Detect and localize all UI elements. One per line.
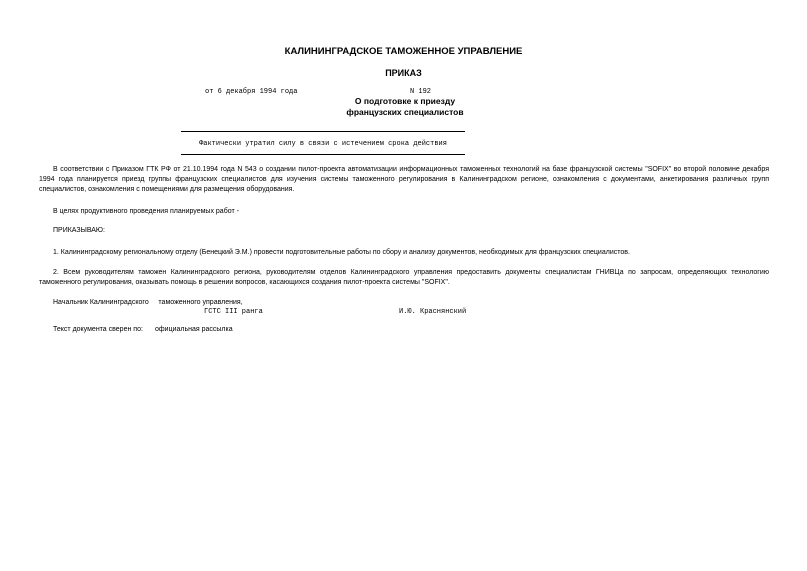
document-subject-line-2: французских специалистов [346, 107, 464, 117]
document-subject-line-1: О подготовке к приезду [354, 96, 456, 106]
order-heading: ПРИКАЗЫВАЮ: [53, 227, 105, 234]
document-subject [305, 96, 505, 118]
order-item-2: 2. Всем руководителям таможен Калининградского региона, руководителям отделов Калининградского управления предоставить документы специалистам ГНИВЦа по запросам, определяющих технологию таможенного регулирования, оказывать помощь в решении вопросов, касающихся создания пилот-проекта системы "SOFIX". [39, 269, 769, 286]
signature-rank: ГСТС III ранга [204, 308, 263, 316]
divider-bottom [181, 154, 465, 155]
organization-title: КАЛИНИНГРАДСКОЕ ТАМОЖЕННОЕ УПРАВЛЕНИЕ [284, 46, 523, 57]
status-note: Фактически утратил силу в связи с истечением срока действия [199, 140, 447, 148]
body-paragraph-1: В соответствии с Приказом ГТК РФ от 21.10.1994 года N 543 о создании пилот-проекта автоматизации информационных таможенных технологий на базе французской системы "SOFIX" во второй половине декабря 1994 года планируется приезд группы французских специалистов для изучения системы таможенного регулирования в Калининградском регионе, ознакомления с документами, анкетирования различных групп специалистов, ознакомления с помещениями для размещения оборудования. [39, 166, 769, 193]
document-number: N 192 [410, 88, 432, 96]
document-date: от 6 декабря 1994 года [205, 88, 298, 96]
verification-label: Текст документа сверен по: [53, 326, 143, 333]
signature-position: Начальник Калининградского таможенного управления, [53, 299, 243, 306]
verification-source: официальная рассылка [155, 326, 233, 333]
body-paragraph-2: В целях продуктивного проведения планируемых работ - [53, 208, 239, 215]
divider-top [181, 131, 465, 132]
signature-name: И.Ю. Краснянский [399, 308, 467, 316]
document-type: ПРИКАЗ [385, 68, 422, 78]
order-item-1: 1. Калининградскому региональному отделу (Бенецкий Э.М.) провести подготовительные работы по сбору и анализу документов, необходимых для французских специалистов. [53, 249, 630, 256]
